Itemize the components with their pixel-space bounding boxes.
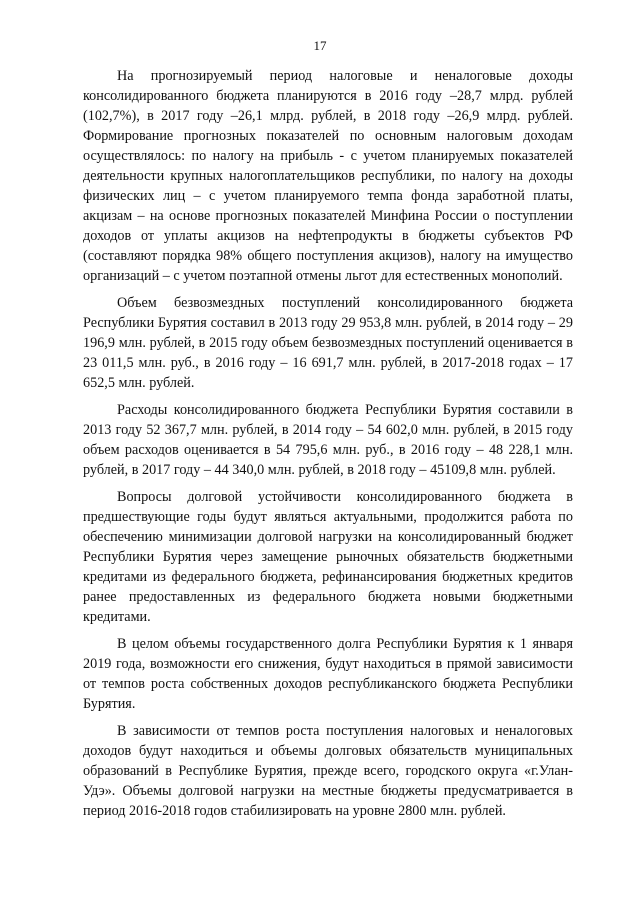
- paragraph-tax-revenue-forecast: На прогнозируемый период налоговые и неналоговые доходы консолидированного бюджета планируются в 2016 году –28,7 млрд. рублей (102,7%), в 2017 году –26,1 млрд. рублей, в 2018 году –26,9 млрд. рублей. Формирование прогнозных показателей по основным налоговым доходам осуществлялось: по налогу на прибыль - с учетом планируемых показателей деятельности крупных налогоплательщиков республики, по налогу на доходы физических лиц – с учетом планируемого темпа фонда заработной платы, акцизам – на основе прогнозных показателей Минфина России о поступлении доходов от уплаты акцизов на нефтепродукты в бюджеты субъектов РФ (составляют порядка 98% общего поступления акцизов), налогу на имущество организаций – с учетом поэтапной отмены льгот для естественных монополий.: [83, 68, 573, 284]
- paragraph-debt-sustainability: Вопросы долговой устойчивости консолидированного бюджета в предшествующие годы будут являться актуальными, продолжится работа по обеспечению минимизации долговой нагрузки на консолидированный бюджет Республики Бурятия через замещение рыночных обязательств бюджетными кредитами из федерального бюджета, рефинансирования бюджетных кредитов ранее предоставленных из федерального бюджета новыми бюджетными кредитами.: [83, 489, 573, 625]
- paragraph-municipal-debt: В зависимости от темпов роста поступления налоговых и неналоговых доходов будут находиться и объемы долговых обязательств муниципальных образований в Республике Бурятия, прежде всего, городского округа «г.Улан-Удэ». Объемы долговой нагрузки на местные бюджеты предусматривается в период 2016-2018 годов стабилизировать на уровне 2800 млн. рублей.: [83, 723, 573, 819]
- document-body: [83, 66, 573, 828]
- paragraph-state-debt-volume: В целом объемы государственного долга Республики Бурятия к 1 января 2019 года, возможности его снижения, будут находиться в прямой зависимости от темпов роста собственных доходов республиканского бюджета Республики Бурятия.: [83, 636, 573, 712]
- paragraph-budget-expenditures: Расходы консолидированного бюджета Республики Бурятия составили в 2013 году 52 367,7 млн. рублей, в 2014 году – 54 602,0 млн. рублей, в 2015 году объем расходов оценивается в 54 795,6 млн. руб., в 2016 году – 48 228,1 млн. рублей, в 2017 году – 44 340,0 млн. рублей, в 2018 году – 45109,8 млн. рублей.: [83, 402, 573, 478]
- paragraph-gratuitous-receipts: Объем безвозмездных поступлений консолидированного бюджета Республики Бурятия составил в 2013 году 29 953,8 млн. рублей, в 2014 году – 29 196,9 млн. рублей, в 2015 году объем безвозмездных поступлений оценивается в 23 011,5 млн. руб., в 2016 году – 16 691,7 млн. рублей, в 2017-2018 годах – 17 652,5 млн. рублей.: [83, 295, 573, 391]
- page-number: 17: [313, 38, 327, 53]
